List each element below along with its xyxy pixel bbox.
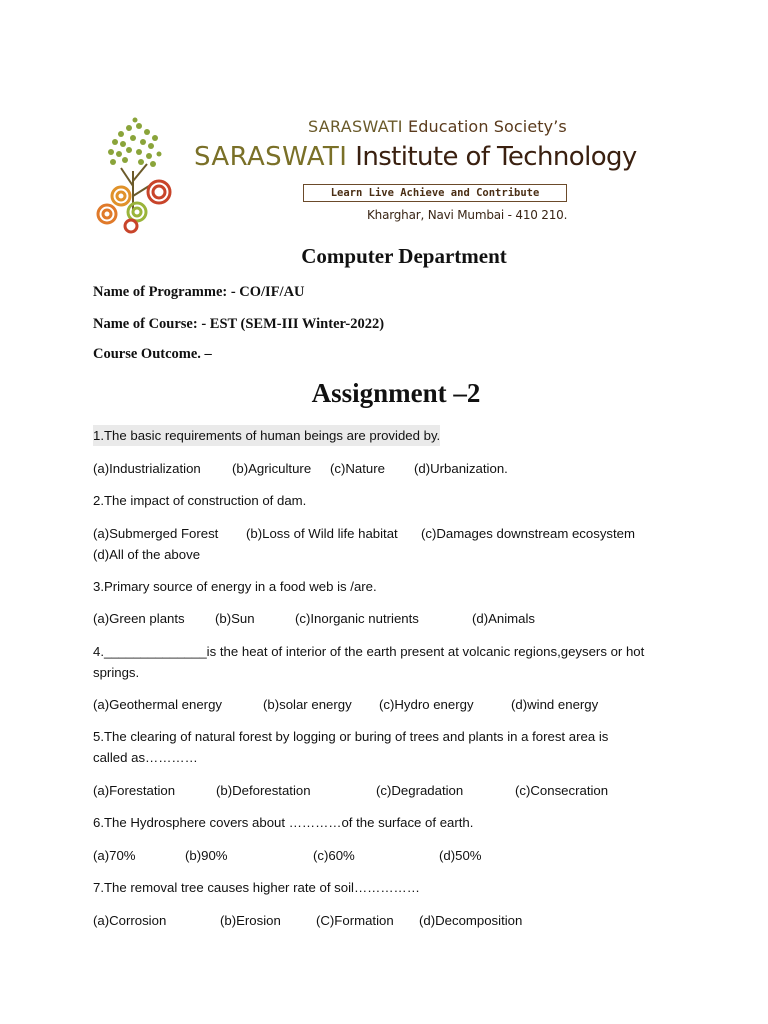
address: Kharghar, Navi Mumbai - 410 210. xyxy=(367,208,568,222)
option: (a)70% xyxy=(93,848,136,863)
course-line: Name of Course: - EST (SEM-III Winter-2022) xyxy=(93,316,385,332)
option: (d)Animals xyxy=(472,611,536,626)
option: (b)solar energy xyxy=(263,697,352,712)
option: (c)Degradation xyxy=(376,783,464,798)
option: (b)90% xyxy=(185,848,228,863)
tagline-box xyxy=(303,184,567,202)
society-rest: Education Society’s xyxy=(408,117,567,136)
option: (c)60% xyxy=(313,848,355,863)
question-4-line-2: springs. xyxy=(93,665,140,680)
institute-rest: Institute of Technology xyxy=(355,142,637,172)
option: (a)Corrosion xyxy=(93,913,167,928)
programme-line: Name of Programme: - CO/IF/AU xyxy=(93,284,305,300)
option: (d)wind energy xyxy=(511,697,599,712)
option: (c)Consecration xyxy=(515,783,609,798)
question-3: 3.Primary source of energy in a food web is /are. xyxy=(93,579,377,594)
assignment-title: Assignment –2 xyxy=(311,378,481,408)
question-6: 6.The Hydrosphere covers about …………of the surface of earth. xyxy=(93,815,474,830)
tagline: Learn Live Achieve and Contribute xyxy=(330,187,540,199)
option: (c)Damages downstream ecosystem xyxy=(421,526,636,541)
option: (b)Agriculture xyxy=(232,461,312,476)
option: (C)Formation xyxy=(316,913,394,928)
outcome-line: Course Outcome. – xyxy=(93,346,212,362)
option: (c)Hydro energy xyxy=(379,697,474,712)
department-title: Computer Department xyxy=(301,244,507,268)
institute-logo-icon xyxy=(93,116,185,234)
question-5-line-2: called as………… xyxy=(93,750,198,765)
institute-name xyxy=(194,142,637,172)
option: (c)Inorganic nutrients xyxy=(295,611,419,626)
question-7: 7.The removal tree causes higher rate of soil…………… xyxy=(93,880,420,895)
option: (a)Submerged Forest xyxy=(93,526,219,541)
question-4-line-1: 4.______________is the heat of interior of the earth present at volcanic regions,geysers or hot xyxy=(93,644,645,659)
option: (d)All of the above xyxy=(93,547,201,562)
option: (d)Urbanization. xyxy=(414,461,508,476)
option: (a)Industrialization xyxy=(93,461,201,476)
question-2: 2.The impact of construction of dam. xyxy=(93,493,307,508)
question-1: 1.The basic requirements of human beings are provided by. xyxy=(93,425,440,446)
option: (a)Geothermal energy xyxy=(93,697,223,712)
option: (b)Sun xyxy=(215,611,255,626)
society-name xyxy=(308,117,567,136)
institute-brand: SARASWATI xyxy=(194,142,348,172)
option: (c)Nature xyxy=(330,461,385,476)
question-5-line-1: 5.The clearing of natural forest by logging or buring of trees and plants in a forest area is xyxy=(93,729,609,744)
option: (b)Erosion xyxy=(220,913,281,928)
option: (b)Loss of Wild life habitat xyxy=(246,526,398,541)
option: (d)50% xyxy=(439,848,482,863)
option: (a)Green plants xyxy=(93,611,185,626)
option: (a)Forestation xyxy=(93,783,176,798)
society-brand: SARASWATI xyxy=(308,117,403,136)
option: (d)Decomposition xyxy=(419,913,523,928)
option: (b)Deforestation xyxy=(216,783,311,798)
